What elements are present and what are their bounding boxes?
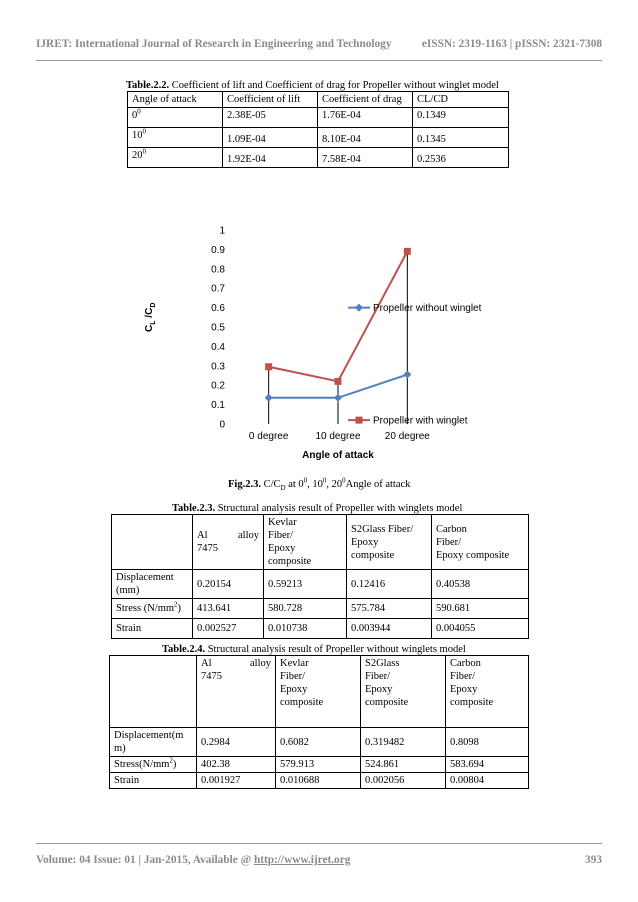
table-header-cell: Carbon Fiber/ Epoxy composite xyxy=(446,656,529,728)
table-cell: 0.12416 xyxy=(347,570,432,599)
page-number: 393 xyxy=(585,854,602,866)
table-cell: 1.76E-04 xyxy=(318,108,413,128)
table-cell: 0.002527 xyxy=(193,619,264,639)
y-tick-label: 0.1 xyxy=(211,400,225,412)
table-2-3-caption: Table.2.3. Structural analysis result of Propeller with winglets model xyxy=(172,503,463,514)
table-row xyxy=(112,599,529,619)
y-tick-label: 0.9 xyxy=(211,244,225,256)
legend-label: Propeller without winglet xyxy=(373,303,482,315)
y-tick-label: 0.8 xyxy=(211,264,225,276)
y-axis xyxy=(211,226,225,431)
table-header-cell: Kevlar Fiber/ Epoxy composite xyxy=(264,515,347,570)
table-cell: 524.861 xyxy=(361,757,446,773)
table-2-4 xyxy=(109,655,529,789)
y-axis-title: $C_L$ $/C_D$ xyxy=(144,302,157,332)
table-row-label: Strain xyxy=(112,619,193,639)
data-point xyxy=(334,394,342,402)
y-tick-label: 0.5 xyxy=(211,322,225,334)
table-cell: 0.1349 xyxy=(413,108,509,128)
table-cell: 0.002056 xyxy=(361,773,446,789)
table-2-2-caption xyxy=(126,80,499,91)
table-cell: 1.92E-04 xyxy=(223,148,318,168)
legend-marker xyxy=(355,304,363,312)
table-cell: 1.09E-04 xyxy=(223,128,318,148)
caption-label: Table.2.2. xyxy=(126,80,170,91)
data-point xyxy=(335,378,342,385)
issn: eISSN: 2319-1163 | pISSN: 2321-7308 xyxy=(421,38,602,50)
x-axis-title: Angle of attack xyxy=(302,450,374,461)
table-cell: 579.913 xyxy=(276,757,361,773)
table-cell: 0.010738 xyxy=(264,619,347,639)
table-cell: 0.40538 xyxy=(432,570,529,599)
table-row xyxy=(128,148,509,168)
table-row xyxy=(112,570,529,599)
legend-label: Propeller with winglet xyxy=(373,415,468,427)
series-line xyxy=(269,251,408,381)
y-tick-label: 0.6 xyxy=(211,303,225,315)
table-row xyxy=(128,128,509,148)
journal-link[interactable]: http://www.ijret.org xyxy=(253,854,351,866)
table-cell-angle: $0^0$ xyxy=(128,108,223,128)
table-header-cell: Carbon Fiber/ Epoxy composite xyxy=(432,515,529,570)
table-cell-angle: $10^0$ xyxy=(128,128,223,148)
table-corner-cell xyxy=(110,656,197,728)
legend xyxy=(348,303,482,427)
table-row-label: $Stress(N/mm^2)$ xyxy=(110,757,197,773)
data-point xyxy=(404,248,411,255)
header-rule xyxy=(36,60,602,61)
x-tick-label: 0 degree xyxy=(248,431,289,442)
page-footer xyxy=(36,854,602,866)
table-cell: 0.2984 xyxy=(197,728,276,757)
table-header-cell: Coefficient of drag xyxy=(318,92,413,108)
x-tick-label: 10 degree xyxy=(315,431,361,442)
table-cell: 413.641 xyxy=(193,599,264,619)
table-cell: 583.694 xyxy=(446,757,529,773)
footer-rule xyxy=(36,843,602,844)
table-row-label: Strain xyxy=(110,773,197,789)
table-row xyxy=(110,757,529,773)
table-cell: 0.20154 xyxy=(193,570,264,599)
table-cell: 0.1345 xyxy=(413,128,509,148)
data-point xyxy=(265,394,273,402)
table-cell: 0.2536 xyxy=(413,148,509,168)
table-header-row xyxy=(110,656,529,728)
table-cell: 0.003944 xyxy=(347,619,432,639)
table-cell: 0.319482 xyxy=(361,728,446,757)
table-cell: 8.10E-04 xyxy=(318,128,413,148)
table-cell: 580.728 xyxy=(264,599,347,619)
table-cell: 402.38 xyxy=(197,757,276,773)
table-cell: 2.38E-05 xyxy=(223,108,318,128)
table-2-2 xyxy=(127,91,509,168)
legend-marker xyxy=(356,417,363,424)
table-row-label: Stress $(N/mm^2)$ xyxy=(112,599,193,619)
table-header-cell: S2Glass Fiber/ Epoxy composite xyxy=(361,656,446,728)
data-point xyxy=(403,371,411,379)
x-tick-label: 20 degree xyxy=(384,431,430,442)
page-header xyxy=(36,38,602,50)
table-cell-angle: $20^0$ xyxy=(128,148,223,168)
table-row xyxy=(112,619,529,639)
table-row xyxy=(110,728,529,757)
figure-2-3-caption: Fig.2.3. $C/C_D$ at $0^0$, $10^0$, $20^0Angle$ of attack xyxy=(228,476,411,493)
caption-title: Coefficient of lift and Coefficient of drag for Propeller without winglet model xyxy=(171,80,499,91)
table-corner-cell xyxy=(112,515,193,570)
table-2-3 xyxy=(111,514,529,639)
table-cell: 0.59213 xyxy=(264,570,347,599)
table-header-cell: Kevlar Fiber/ Epoxy composite xyxy=(276,656,361,728)
table-cell: 0.004055 xyxy=(432,619,529,639)
table-cell: 0.00804 xyxy=(446,773,529,789)
y-tick-label: 0.4 xyxy=(211,341,225,353)
y-tick-label: 0 xyxy=(219,419,225,431)
table-cell: 0.6082 xyxy=(276,728,361,757)
table-row-label: Displacement(m m) xyxy=(110,728,197,757)
table-header-row xyxy=(112,515,529,570)
table-header-cell: Al alloy 7475 xyxy=(197,656,276,728)
table-cell: 0.001927 xyxy=(197,773,276,789)
table-cell: 0.8098 xyxy=(446,728,529,757)
table-row xyxy=(110,773,529,789)
series-group xyxy=(265,248,412,402)
table-cell: 7.58E-04 xyxy=(318,148,413,168)
table-row xyxy=(128,108,509,128)
table-cell: 575.784 xyxy=(347,599,432,619)
data-point xyxy=(265,363,272,370)
y-tick-label: 0.2 xyxy=(211,380,225,392)
table-header-cell: Al alloy 7475 xyxy=(193,515,264,570)
table-cell: 0.010688 xyxy=(276,773,361,789)
table-2-4-caption: Table.2.4. Structural analysis result of Propeller without winglets model xyxy=(162,644,466,655)
table-header-row xyxy=(128,92,509,108)
journal-title: IJRET: International Journal of Research in Engineering and Technology xyxy=(36,38,392,50)
table-header-cell: Coefficient of lift xyxy=(223,92,318,108)
y-tick-label: 1 xyxy=(219,225,225,237)
y-tick-label: 0.7 xyxy=(211,283,225,295)
volume-info: Volume: 04 Issue: 01 | Jan-2015, Available @ http://www.ijret.org xyxy=(36,854,351,866)
x-axis xyxy=(249,431,430,442)
y-tick-label: 0.3 xyxy=(211,361,225,373)
cl-cd-line-chart xyxy=(130,215,510,470)
table-header-cell: CL/CD xyxy=(413,92,509,108)
table-row-label: Displacement (mm) xyxy=(112,570,193,599)
table-header-cell: Angle of attack xyxy=(128,92,223,108)
table-header-cell: S2Glass Fiber/ Epoxy composite xyxy=(347,515,432,570)
table-cell: 590.681 xyxy=(432,599,529,619)
